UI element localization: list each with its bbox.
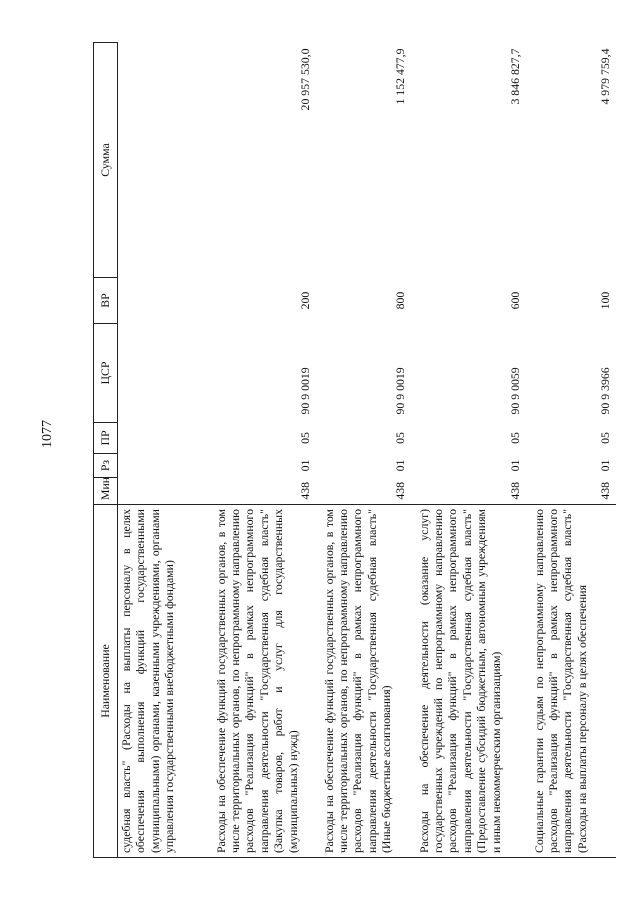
row-sum: 1 152 477,9 xyxy=(393,48,408,105)
row-pr: 05 xyxy=(298,432,313,444)
row-pr: 05 xyxy=(508,432,523,444)
row-name: Социальные гарантии судьям по непрограммному направлению расходов "Реализация функций" в рамках непрограммного направления деятельности "Государственная судебная власть" (Расходы на выплаты персоналу в целях обеспечения xyxy=(526,505,616,858)
header-csr: ЦСР xyxy=(94,324,118,423)
row-min: 438 xyxy=(393,481,408,500)
budget-table xyxy=(93,42,616,858)
row-rz: 01 xyxy=(508,459,523,472)
row-rz: 01 xyxy=(298,459,313,472)
row-vr: 200 xyxy=(298,291,313,310)
row-csr: 90 9 0019 xyxy=(393,367,408,415)
page-number: 1077 xyxy=(40,420,55,448)
row-pr: 05 xyxy=(598,432,613,444)
table-row xyxy=(316,43,411,858)
row-min: 438 xyxy=(298,481,313,500)
row-csr xyxy=(118,324,208,423)
row-csr: 90 9 3966 xyxy=(598,367,613,415)
row-sum: 20 957 530,0 xyxy=(298,48,313,111)
header-vr: ВР xyxy=(94,278,118,324)
row-pr: 05 xyxy=(393,432,408,444)
table-header-row xyxy=(94,43,118,858)
row-sum: 4 979 759,4 xyxy=(598,48,613,105)
header-sum: Сумма xyxy=(94,43,118,278)
row-vr: 600 xyxy=(508,291,523,310)
row-rz: 01 xyxy=(393,459,408,472)
header-pr: ПР xyxy=(94,423,118,454)
row-min: 438 xyxy=(598,481,613,500)
header-rz: Рз xyxy=(94,454,118,478)
row-rz xyxy=(118,454,208,478)
table-row xyxy=(208,43,316,858)
row-csr: 90 9 0059 xyxy=(508,367,523,415)
header-name: Наименование xyxy=(94,505,118,858)
row-vr: 100 xyxy=(598,291,613,310)
row-sum xyxy=(118,43,208,278)
header-min: Мин xyxy=(94,478,118,505)
row-name: Расходы на обеспечение деятельности (оказание услуг) государственных учреждений по непрограммному направлению расходов "Реализация функций" в рамках непрограммного направления деятельности "Государственная судебная власть" (Предоставление субсидий бюджетным, автономным учреждениям и иным некоммерческим организациям) xyxy=(411,505,526,858)
budget-table-rotated xyxy=(93,43,613,858)
table-row xyxy=(411,43,526,858)
row-pr xyxy=(118,423,208,454)
row-csr: 90 9 0019 xyxy=(298,367,313,415)
row-rz: 01 xyxy=(598,459,613,472)
row-name: Расходы на обеспечение функций государственных органов, в том числе территориальных органов, по непрограммному направлению расходов "Реализация функций" в рамках непрограммного направления деятельности "Государственная судебная власть" (Иные бюджетные ассигнования) xyxy=(316,505,411,858)
row-vr xyxy=(118,278,208,324)
row-name: Расходы на обеспечение функций государственных органов, в том числе территориальных органов, по непрограммному направлению расходов "Реализация функций" в рамках непрограммного направления деятельности "Государственная судебная власть" (Закупка товаров, работ и услуг для государственных (муниципальных) нужд) xyxy=(208,505,316,858)
row-min xyxy=(118,478,208,505)
row-sum: 3 846 827,7 xyxy=(508,48,523,105)
table-row xyxy=(118,43,208,858)
row-min: 438 xyxy=(508,481,523,500)
row-vr: 800 xyxy=(393,291,408,310)
table-row xyxy=(526,43,616,858)
row-name: судебная власть" (Расходы на выплаты персоналу в целях обеспечения выполнения функций государственными (муниципальными) органами, казенными учреждениями, органами управления государственными внебюджетными фондами) xyxy=(118,505,208,858)
